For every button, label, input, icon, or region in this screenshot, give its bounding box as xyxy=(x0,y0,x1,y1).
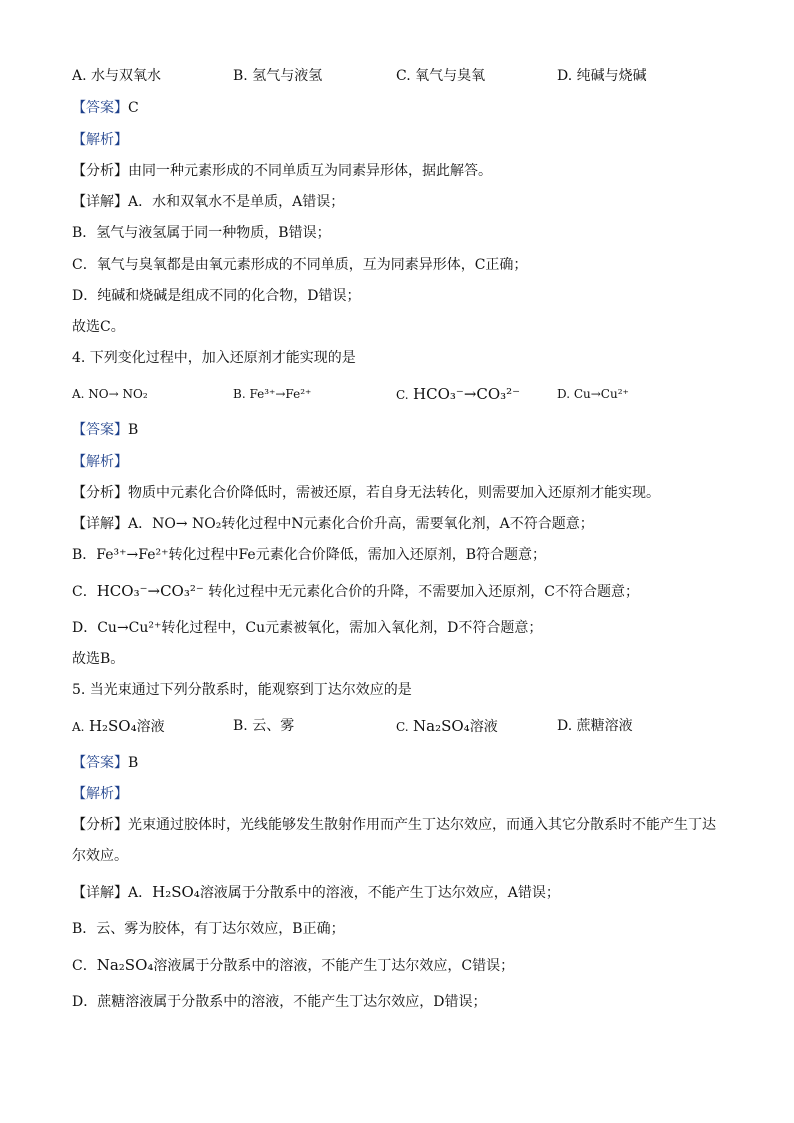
q4-line-b: B．Fe³⁺→Fe²⁺转化过程中Fe元素化合价降低，需加入还原剂，B符合题意； xyxy=(72,547,547,563)
q4-option-c xyxy=(396,384,520,405)
q4-answer-line xyxy=(72,420,138,440)
formula: H₂SO₄ xyxy=(88,717,137,735)
xiangjie-tag: 【详解】 xyxy=(72,516,128,532)
answer-value: B xyxy=(128,755,139,771)
q3-line-c: C．氧气与臭氧都是由氧元素形成的不同单质，互为同素异形体，C正确； xyxy=(72,257,528,273)
q5-fenxi-cont: 尔效应。 xyxy=(72,848,128,864)
q4-line-d: D．Cu→Cu²⁺转化过程中，Cu元素被氧化，需加入氧化剂，D不符合题意； xyxy=(72,620,543,636)
q4-stem: 4. 下列变化过程中，加入还原剂才能实现的是 xyxy=(72,350,356,366)
q5-option-d: D. 蔗糖溶液 xyxy=(557,718,633,734)
formula: Na₂SO₄ xyxy=(413,717,470,735)
line-text: 溶液属于分散系中的溶液，不能产生丁达尔效应，A错误； xyxy=(199,885,560,901)
line-text: 溶液属于分散系中的溶液，不能产生丁达尔效应，C错误； xyxy=(153,958,515,974)
q3-answer-line xyxy=(72,98,139,118)
q4-line-c xyxy=(72,581,639,602)
q3-option-d: D. 纯碱与烧碱 xyxy=(557,68,647,84)
xiangjie-text: A．水和双氧水不是单质，A错误； xyxy=(128,194,345,210)
line-prefix: C． xyxy=(72,958,97,974)
xiangjie-text: A．NO→ NO₂转化过程中N元素化合价升高，需要氧化剂，A不符合题意； xyxy=(128,516,594,532)
formula: HCO₃⁻→CO₃²⁻ xyxy=(413,385,521,403)
analysis-tag: 【解析】 xyxy=(72,786,128,802)
q5-stem: 5. 当光束通过下列分散系时，能观察到丁达尔效应的是 xyxy=(72,682,412,698)
option-text: 溶液 xyxy=(136,719,165,735)
answer-tag: 【答案】 xyxy=(72,422,128,438)
fenxi-tag: 【分析】 xyxy=(72,163,128,179)
fenxi-text: 由同一种元素形成的不同单质互为同素异形体，据此解答。 xyxy=(128,163,492,179)
q3-analysis-tag xyxy=(72,130,128,150)
fenxi-tag: 【分析】 xyxy=(72,817,128,833)
option-letter: C. xyxy=(396,720,409,734)
analysis-tag: 【解析】 xyxy=(72,454,128,470)
q4-option-b: B. Fe³⁺→Fe²⁺ xyxy=(233,387,312,401)
q3-xiangjie-line xyxy=(72,192,344,212)
q3-option-b: B. 氢气与液氢 xyxy=(233,68,323,84)
q4-fenxi-line xyxy=(72,483,660,503)
q3-line-d: D．纯碱和烧碱是组成不同的化合物，D错误； xyxy=(72,288,361,304)
q3-option-a: A. 水与双氧水 xyxy=(72,68,162,84)
q5-option-b: B. 云、雾 xyxy=(233,718,295,734)
line-text: 转化过程中无元素化合价的升降，不需要加入还原剂，C不符合题意； xyxy=(208,584,639,600)
q4-option-a: A. NO→ NO₂ xyxy=(72,387,148,401)
answer-tag: 【答案】 xyxy=(72,100,128,116)
xiangjie-tag: 【详解】 xyxy=(72,885,128,901)
q5-option-a xyxy=(72,716,165,737)
q3-option-c: C. 氧气与臭氧 xyxy=(396,68,486,84)
xiangjie-tag: 【详解】 xyxy=(72,194,128,210)
q4-xiangjie-line xyxy=(72,514,594,534)
answer-tag: 【答案】 xyxy=(72,755,128,771)
fenxi-text: 物质中元素化合价降低时，需被还原，若自身无法转化，则需要加入还原剂才能实现。 xyxy=(128,485,660,501)
option-letter: C. xyxy=(396,388,409,402)
option-letter: A. xyxy=(72,720,85,734)
q5-answer-line xyxy=(72,753,138,773)
q3-fenxi-line xyxy=(72,161,492,181)
q3-line-b: B．氢气与液氢属于同一种物质，B错误； xyxy=(72,225,331,241)
answer-value: B xyxy=(128,422,139,438)
formula: H₂SO₄ xyxy=(152,883,200,901)
formula: Na₂SO₄ xyxy=(96,956,154,974)
q3-conclusion: 故选C。 xyxy=(72,319,125,335)
option-text: 溶液 xyxy=(469,719,498,735)
q5-line-d: D．蔗糖溶液属于分散系中的溶液，不能产生丁达尔效应，D错误； xyxy=(72,994,487,1010)
q5-analysis-tag xyxy=(72,784,128,804)
q5-line-c xyxy=(72,955,514,976)
q5-xiangjie-line xyxy=(72,882,560,903)
q4-option-d: D. Cu→Cu²⁺ xyxy=(557,387,629,401)
q4-conclusion: 故选B。 xyxy=(72,651,125,667)
q5-fenxi-line xyxy=(72,815,716,835)
fenxi-text: 光束通过胶体时，光线能够发生散射作用而产生丁达尔效应，而通入其它分散系时不能产生丁达 xyxy=(128,817,716,833)
formula: HCO₃⁻→CO₃²⁻ xyxy=(96,582,204,600)
q5-line-b: B．云、雾为胶体，有丁达尔效应，B正确； xyxy=(72,921,345,937)
line-prefix: C． xyxy=(72,584,97,600)
analysis-tag: 【解析】 xyxy=(72,132,128,148)
q4-analysis-tag xyxy=(72,452,128,472)
fenxi-tag: 【分析】 xyxy=(72,485,128,501)
line-prefix: A． xyxy=(128,885,153,901)
answer-value: C xyxy=(128,100,139,116)
q5-option-c xyxy=(396,716,498,737)
